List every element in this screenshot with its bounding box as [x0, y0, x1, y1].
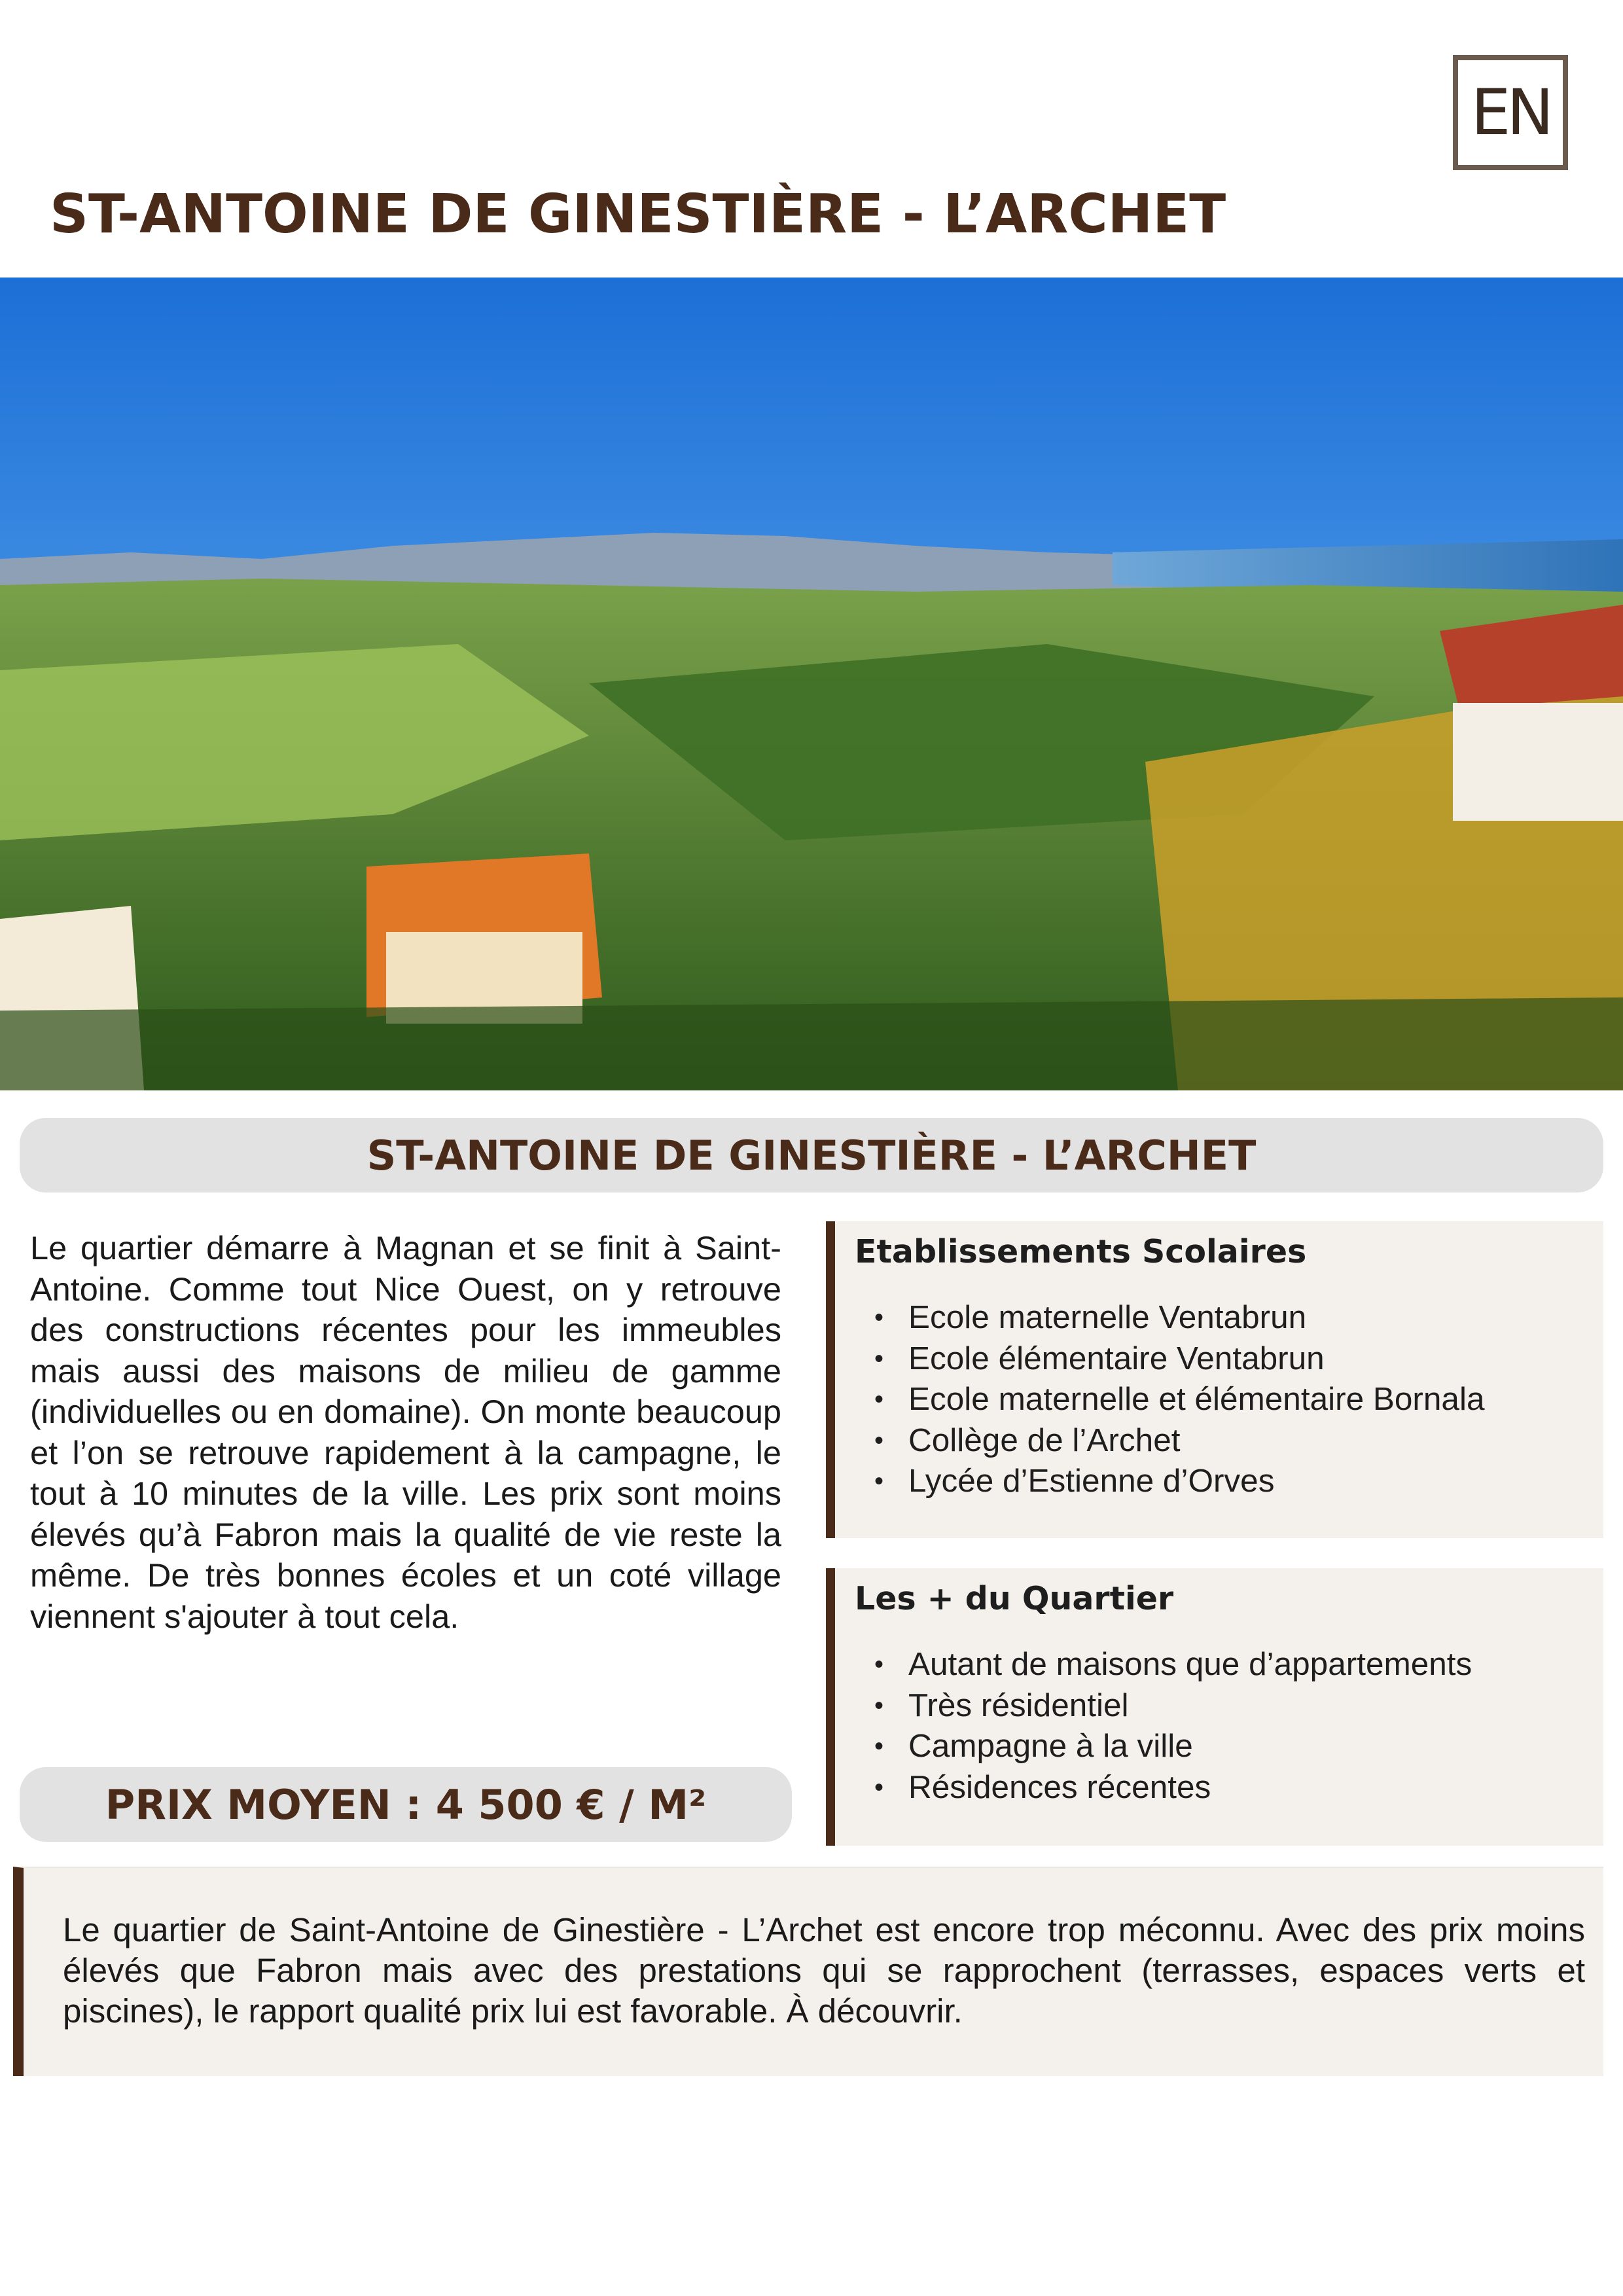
average-price-badge: PRIX MOYEN : 4 500 € / M² [20, 1767, 792, 1842]
list-item: • Très résidentiel [874, 1685, 1472, 1727]
schools-list [874, 1297, 1485, 1502]
page-title: ST-ANTOINE DE GINESTIÈRE - L’ARCHET [50, 183, 1226, 245]
perks-list [874, 1644, 1472, 1808]
bullet-icon: • [874, 1426, 884, 1455]
schools-panel [826, 1221, 1603, 1538]
bullet-icon: • [874, 1467, 884, 1496]
neighborhood-description: Le quartier démarre à Magnan et se finit à Saint-Antoine. Comme tout Nice Ouest, on y retrouve des constructions récentes pour les immeubles mais aussi des maisons de milieu de gamme (individuelles ou en domaine). On monte beaucoup et l’on se retrouve rapidement à la campagne, le tout à 10 minutes de la ville. Les prix sont moins élevés qu’à Fabron mais la qualité de vie reste la même. De très bonnes écoles et un coté village viennent s'ajouter à tout cela. [30, 1229, 781, 1635]
bullet-icon: • [874, 1732, 884, 1761]
neighborhood-perks-panel [826, 1568, 1603, 1846]
bullet-icon: • [874, 1772, 884, 1802]
bullet-icon: • [874, 1691, 884, 1720]
list-item: • Autant de maisons que d’appartements [874, 1644, 1472, 1685]
list-item: • Ecole maternelle Ventabrun [874, 1297, 1485, 1338]
conclusion-panel [13, 1867, 1603, 2076]
neighborhood-photo [0, 278, 1623, 1090]
list-item: • Ecole maternelle et élémentaire Bornala [874, 1379, 1485, 1420]
list-item: • Collège de l’Archet [874, 1420, 1485, 1462]
list-item: • Ecole élémentaire Ventabrun [874, 1338, 1485, 1380]
bullet-icon: • [874, 1303, 884, 1332]
bullet-icon: • [874, 1385, 884, 1414]
bullet-icon: • [874, 1650, 884, 1679]
section-heading: ST-ANTOINE DE GINESTIÈRE - L’ARCHET [20, 1118, 1603, 1193]
schools-title: Etablissements Scolaires [855, 1233, 1307, 1270]
perks-title: Les + du Quartier [855, 1580, 1174, 1617]
list-item: • Campagne à la ville [874, 1726, 1472, 1767]
brand-logo [1453, 55, 1568, 170]
brand-logo-text: EN [1471, 76, 1550, 149]
bullet-icon: • [874, 1344, 884, 1373]
list-item: • Lycée d’Estienne d’Orves [874, 1461, 1485, 1502]
list-item: • Résidences récentes [874, 1767, 1472, 1808]
conclusion-text: Le quartier de Saint-Antoine de Ginestière - L’Archet est encore trop méconnu. Avec des prix moins élevés que Fabron mais avec des prestations qui se rapprochent (terrasses, espaces verts et piscines), le rapport qualité prix lui est favorable. À découvrir. [63, 1911, 1585, 2030]
